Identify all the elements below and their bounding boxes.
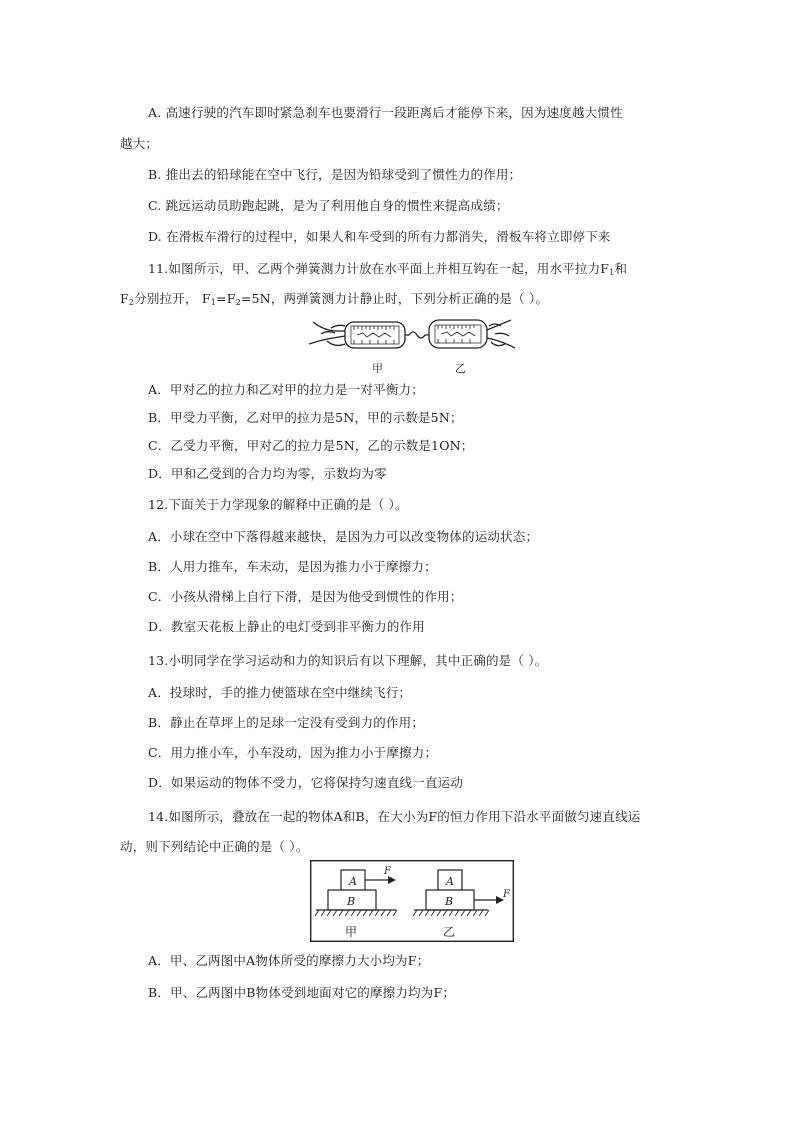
q11-sub-f1: 1	[609, 268, 615, 277]
q10-option-d: D. 在滑板车滑行的过程中，如果人和车受到的所有力都消失，滑板车将立即停下来	[148, 229, 611, 244]
svg-text:A: A	[446, 875, 454, 888]
q14-stem-line1: 14.如图所示，叠放在一起的物体A和B，在大小为F的恒力作用下沿水平面做匀速直线运	[148, 809, 641, 824]
q13-option-c: C．用力推小车，小车没动，因为推力小于摩擦力；	[148, 745, 438, 760]
q14-option-a: A．甲、乙两图中A物体所受的摩擦力大小均为F；	[148, 953, 430, 968]
q11-stem-text: 11.如图所示，甲、乙两个弹簧测力计放在水平面上并相互钩在一起，用水平拉力F	[148, 261, 610, 276]
svg-text:B: B	[445, 895, 454, 908]
q14-option-b: B．甲、乙两图中B物体受到地面对它的摩擦力均为F；	[148, 985, 456, 1000]
svg-text:A: A	[349, 875, 357, 888]
blocks-figure	[310, 860, 514, 942]
right-hand-icon	[487, 320, 515, 348]
fig-label-yi: 乙	[455, 362, 466, 375]
q11-separate-text: 分别拉开， F	[134, 291, 211, 306]
q11-stem-and: 和	[614, 261, 628, 276]
svg-text:F: F	[503, 889, 510, 900]
q12-option-b: B．人用力推车，车未动，是因为推力小于摩擦力；	[148, 559, 437, 574]
q11-sub-f1b: 1	[210, 298, 217, 307]
spring-scale-figure	[305, 314, 520, 376]
q11-option-d: D．甲和乙受到的合力均为零，示数均为零	[148, 466, 387, 481]
scale-yi	[429, 320, 487, 348]
q11-stem-tail: =5N，两弹簧测力计静止时，下列分析正确的是（ ）。	[240, 291, 549, 306]
q13-option-b: B．静止在草坪上的足球一定没有受到力的作用；	[148, 715, 425, 730]
scale-jia	[345, 322, 405, 348]
q11-stem-line1	[148, 260, 627, 278]
q11-option-b: B．甲受力平衡，乙对甲的拉力是5N，甲的示数是5N；	[148, 410, 463, 425]
q11-f2-symbol: F	[120, 291, 129, 306]
q10-option-a-line1: A. 高速行驶的汽车即时紧急刹车也要滑行一段距离后才能停下来，因为速度越大惯性	[148, 105, 623, 120]
q12-option-c: C．小孩从滑梯上自行下滑，是因为他受到惯性的作用；	[148, 589, 463, 604]
q13-option-a: A．投球时，手的推力使篮球在空中继续飞行；	[148, 685, 412, 700]
fig14-label-jia: 甲	[345, 925, 358, 939]
q12-stem: 12.下面关于力学现象的解释中正确的是（ ）。	[148, 497, 408, 512]
connecting-hooks	[405, 332, 429, 338]
q11-equals-f: =F	[216, 291, 236, 306]
q11-stem-line2	[120, 290, 548, 308]
q10-option-b: B. 推出去的铅球能在空中飞行，是因为铅球受到了惯性力的作用；	[148, 167, 522, 182]
q10-option-a-line2: 越大；	[120, 136, 159, 151]
fig14-label-yi: 乙	[443, 925, 456, 939]
fig-label-jia: 甲	[372, 362, 383, 375]
q11-option-c: C．乙受力平衡，甲对乙的拉力是5N，乙的示数是1ON；	[148, 438, 474, 453]
left-hand-icon	[309, 322, 345, 345]
q11-option-a: A．甲对乙的拉力和乙对甲的拉力是一对平衡力；	[148, 382, 424, 397]
q12-option-a: A．小球在空中下落得越来越快，是因为力可以改变物体的运动状态；	[148, 529, 539, 544]
q11-sub-f2: 2	[128, 298, 135, 307]
q13-stem: 13.小明同学在学习运动和力的知识后有以下理解，其中正确的是（ ）。	[148, 653, 548, 668]
svg-text:F: F	[384, 866, 391, 877]
q14-stem-line2: 动，则下列结论中正确的是（ ）。	[120, 839, 309, 854]
svg-text:B: B	[347, 895, 356, 908]
q13-option-d: D．如果运动的物体不受力，它将保持匀速直线一直运动	[148, 775, 464, 790]
q10-option-c: C. 跳远运动员助跑起跳，是为了利用他自身的惯性来提高成绩；	[148, 198, 509, 213]
q11-sub-f2b: 2	[235, 298, 241, 307]
q12-option-d: D．教室天花板上静止的电灯受到非平衡力的作用	[148, 619, 425, 634]
